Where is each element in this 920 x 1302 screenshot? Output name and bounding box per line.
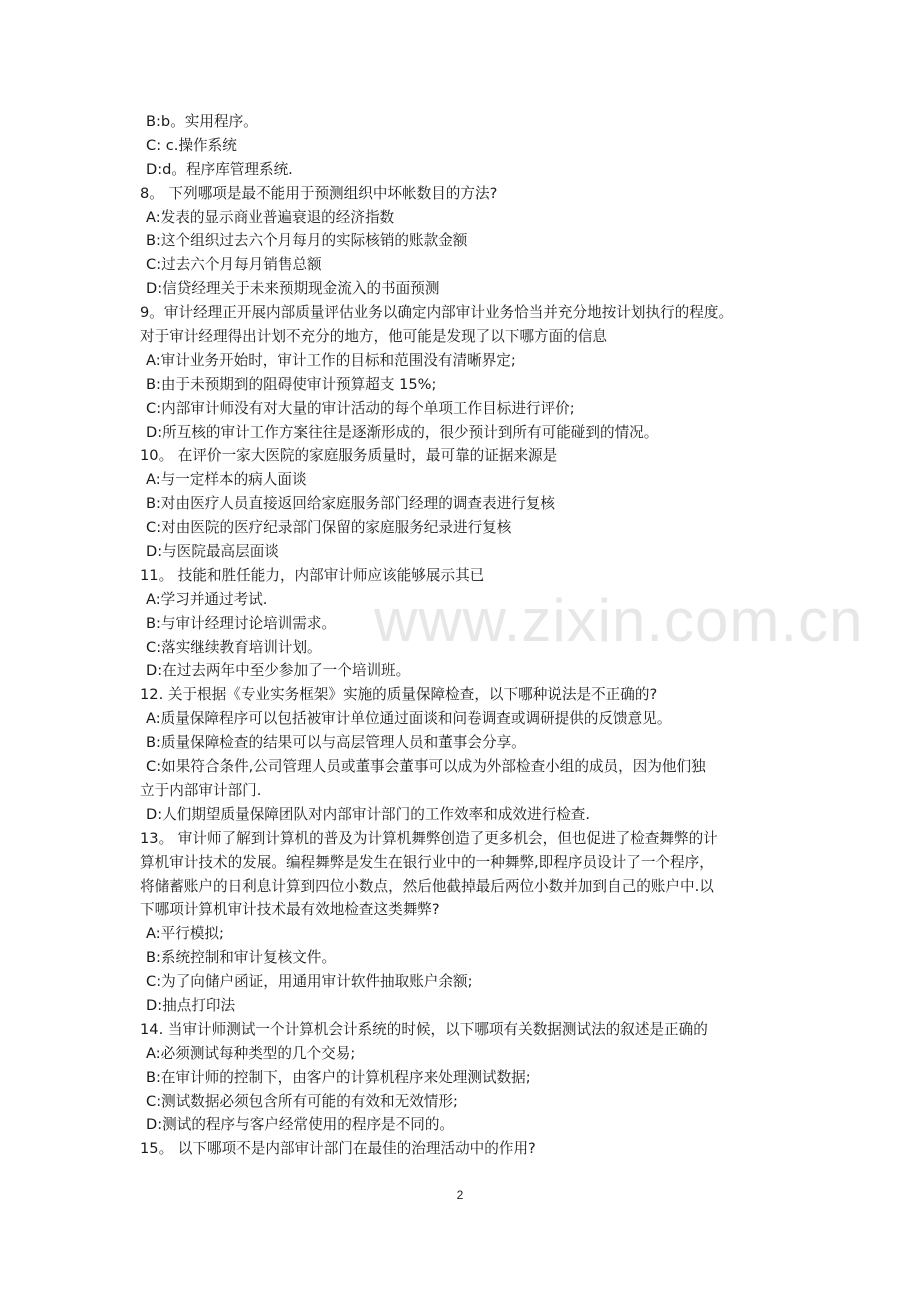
answer-option-line: D:人们期望质量保障团队对内部审计部门的工作效率和成效进行检查. (146, 805, 591, 823)
answer-option-line: D:抽点打印法 (146, 996, 236, 1014)
answer-option-line: A:审计业务开始时，审计工作的目标和范围没有清晰界定; (146, 351, 516, 369)
answer-option-line: A:质量保障程序可以包括被审计单位通过面谈和问卷调查或调研提供的反馈意见。 (146, 710, 672, 728)
answer-option-line: C:为了向储户函证，用通用审计软件抽取账户余额; (146, 973, 473, 991)
answer-option-line: A:平行模拟; (146, 925, 224, 943)
answer-option-line: B:这个组织过去六个月每月的实际核销的账款金额 (146, 232, 468, 250)
answer-option-line: A:与一定样本的病人面谈 (146, 471, 307, 489)
answer-option-line: D:所互核的审计工作方案往往是逐渐形成的，很少预计到所有可能碰到的情况。 (146, 423, 659, 441)
question-line: 15。 以下哪项不是内部审计部门在最佳的治理活动中的作用? (140, 1140, 536, 1158)
question-line: 下哪项计算机审计技术最有效地检查这类舞弊? (140, 901, 440, 919)
answer-option-line: D:测试的程序与客户经常使用的程序是不同的。 (146, 1116, 455, 1134)
answer-option-line: C:如果符合条件,公司管理人员或董事会董事可以成为外部检查小组的成员，因为他们独 (146, 758, 706, 776)
answer-option-line: C:对由医院的医疗纪录部门保留的家庭服务纪录进行复核 (146, 519, 512, 537)
question-line: 13。 审计师了解到计算机的普及为计算机舞弊创造了更多机会，但也促进了检查舞弊的计 (140, 829, 718, 847)
answer-option-line: D:d。程序库管理系统. (146, 160, 293, 178)
answer-option-line: C:测试数据必须包含所有可能的有效和无效情形; (146, 1092, 458, 1110)
question-line: 算机审计技术的发展。编程舞弊是发生在银行业中的一种舞弊,即程序员设计了一个程序， (140, 853, 714, 871)
question-line: 将储蓄账户的日利息计算到四位小数点，然后他截掉最后两位小数并加到自己的账户中.以 (140, 877, 714, 895)
question-line: 9。审计经理正开展内部质量评估业务以确定内部审计业务恰当并充分地按计划执行的程度。 (140, 304, 734, 322)
answer-option-line: B:在审计师的控制下，由客户的计算机程序来处理测试数据; (146, 1068, 531, 1086)
answer-option-line: C:内部审计师没有对大量的审计活动的每个单项工作目标进行评价; (146, 399, 575, 417)
answer-option-line: D:信贷经理关于未来预期现金流入的书面预测 (146, 280, 440, 298)
answer-option-line: D:与医院最高层面谈 (146, 543, 279, 561)
question-line: 11。 技能和胜任能力，内部审计师应该能够展示其已 (140, 566, 485, 584)
question-line: 14. 当审计师测试一个计算机会计系统的时候，以下哪项有关数据测试法的叙述是正确的 (140, 1020, 708, 1038)
answer-option-line: C:过去六个月每月销售总额 (146, 256, 322, 274)
answer-option-line: A:必须测试每种类型的几个交易; (146, 1044, 356, 1062)
answer-option-line: B:b。实用程序。 (146, 113, 258, 130)
answer-option-line: B:质量保障检查的结果可以与高层管理人员和董事会分享。 (146, 734, 526, 752)
answer-option-line: B:对由医疗人员直接返回给家庭服务部门经理的调查表进行复核 (146, 495, 555, 513)
question-line: 立于内部审计部门. (140, 781, 262, 799)
answer-option-line: C:落实继续教育培训计划。 (146, 638, 322, 656)
answer-option-line: B:系统控制和审计复核文件。 (146, 949, 337, 967)
answer-option-line: B:与审计经理讨论培训需求。 (146, 614, 337, 632)
question-line: 8。 下列哪项是最不能用于预测组织中坏帐数目的方法? (140, 184, 498, 202)
answer-option-line: A:发表的显示商业普遍衰退的经济指数 (146, 208, 395, 226)
answer-option-line: C: c.操作系统 (146, 136, 237, 154)
answer-option-line: D:在过去两年中至少参加了一个培训班。 (146, 662, 411, 680)
question-line: 12. 关于根据《专业实务框架》实施的质量保障检查，以下哪种说法是不正确的? (140, 686, 658, 704)
watermark: www.zixin.com.cn (374, 587, 864, 654)
question-line: 10。 在评价一家大医院的家庭服务质量时，最可靠的证据来源是 (140, 447, 558, 465)
answer-option-line: B:由于未预期到的阻碍使审计预算超支 15%; (146, 375, 437, 393)
question-line: 对于审计经理得出计划不充分的地方，他可能是发现了以下哪方面的信息 (140, 328, 608, 346)
answer-option-line: A:学习并通过考试. (146, 590, 268, 608)
page-number: 2 (456, 1188, 464, 1202)
